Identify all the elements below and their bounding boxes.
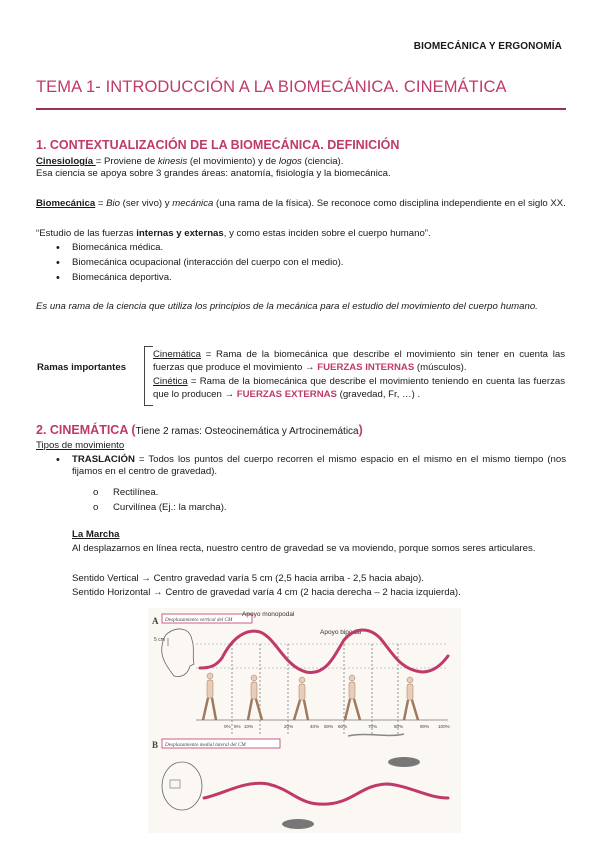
vertical-cm-curve	[200, 630, 448, 673]
footprint-right	[388, 757, 420, 767]
list-item: • Biomecánica ocupacional (interacción del cuerpo con el medio).	[36, 256, 343, 271]
biomecanica-types-list	[36, 241, 343, 285]
marcha-heading: La Marcha	[72, 529, 120, 540]
tick-label: 80%	[394, 724, 404, 729]
marcha-text: Al desplazarnos en línea recta, nuestro centro de gravedad se va moviendo, porque somos seres articulares.	[72, 543, 536, 554]
cinematica-text: = Rama de la biomecánica que describe el movimiento sin tener en cuenta las fuerzas que produce el movimiento	[153, 349, 565, 374]
tick-label: 0%	[224, 724, 231, 729]
gait-figure	[148, 608, 461, 833]
quote-post: , y como estas inciden sobre el cuerpo humano”.	[223, 228, 431, 239]
cinesiologia-post: (ciencia).	[301, 156, 344, 167]
ramas-label: Ramas importantes	[37, 362, 127, 373]
arrow-icon: →	[304, 362, 315, 374]
quote-pre: “Estudio de las fuerzas	[36, 228, 137, 239]
head-profile-icon	[162, 629, 194, 677]
apoyo-mono-label: Apoyo monopodal	[242, 611, 295, 618]
list-item: • Biomecánica médica.	[36, 241, 343, 256]
cinetica-term: Cinética	[153, 375, 188, 387]
tipos-movimiento: Tipos de movimiento	[36, 440, 125, 451]
cinematica-post: (músculos).	[414, 362, 467, 374]
cinesiologia-pre: = Proviene de	[95, 156, 158, 167]
walking-figures	[203, 673, 418, 720]
arrow-icon: →	[224, 389, 235, 401]
figure-label-a: A	[152, 616, 159, 626]
cinematica-term: Cinemática	[153, 349, 201, 360]
sub-item-text: Rectilínea.	[113, 487, 159, 498]
sub-bullet: o	[93, 487, 99, 498]
biomecanica-mid: (ser vivo) y	[120, 198, 173, 209]
biomecanica-pre: =	[95, 198, 107, 209]
sub-item-text: Curvilínea (Ej.: la marcha).	[113, 502, 227, 513]
list-item	[36, 454, 566, 479]
fuerzas-internas: FUERZAS INTERNAS	[317, 362, 415, 374]
mecanica-word: mecánica	[172, 198, 214, 209]
box-b-text: Desplazamiento medial lateral del CM	[165, 742, 246, 748]
scale-label: 5 cm	[154, 637, 165, 643]
tick-label: 50%	[324, 724, 334, 729]
section-1-heading: 1. CONTEXTUALIZACIÓN DE LA BIOMECÁNICA. DEFINICIÓN	[36, 138, 400, 152]
kinesis-word: kinesis	[157, 156, 188, 167]
tick-label: 10%	[244, 724, 254, 729]
section-2-subtitle: Tiene 2 ramas: Osteocinemática y Artrocinemática	[135, 426, 359, 437]
traslacion-sub-list	[93, 485, 227, 515]
definition-paragraph: Es una rama de la ciencia que utiliza los principios de la mecánica para el estudio del movimiento del cuerpo humano.	[36, 301, 538, 312]
page-header-course: BIOMECÁNICA Y ERGONOMÍA	[413, 41, 562, 52]
traslacion-list	[36, 454, 566, 479]
areas-line: Esa ciencia se apoya sobre 3 grandes áreas: anatomía, fisiología y la biomecánica.	[36, 168, 391, 179]
tick-label: 60%	[338, 724, 348, 729]
footprint-left	[282, 819, 314, 829]
list-item: • Biomecánica deportiva.	[36, 271, 343, 286]
figure-label-b: B	[152, 740, 159, 750]
fuerzas-externas: FUERZAS EXTERNAS	[236, 389, 337, 401]
tick-label: 70%	[368, 724, 378, 729]
bio-word: Bio	[106, 198, 121, 209]
section-2-title: 2. CINEMÁTICA (	[36, 423, 136, 437]
cinetica-post: (gravedad, Fr, …) .	[336, 389, 421, 401]
traslacion-term: TRASLACIÓN	[72, 454, 135, 465]
biomecanica-line	[36, 198, 566, 210]
head-front-icon	[162, 762, 202, 810]
section-2-close: )	[358, 423, 363, 437]
lateral-cm-curve	[204, 783, 448, 804]
section-2-heading	[36, 423, 363, 437]
ramas-brace	[144, 346, 153, 406]
traslacion-text: = Todos los puntos del cuerpo recorren el mismo espacio en el mismo en el mismo tiempo (nos fijamos en el centro de gravedad).	[72, 454, 566, 478]
box-a-text: Desplazamiento vertical del CM	[165, 617, 233, 623]
cinetica-text: = Rama de la biomecánica que describe el movimiento teniendo en cuenta las fuerzas que lo producen	[153, 375, 565, 401]
logos-word: logos	[278, 156, 302, 167]
list-item	[93, 500, 227, 515]
fuerzas-quote	[36, 228, 566, 240]
title-divider	[36, 108, 566, 110]
cinesiologia-mid: (el movimiento) y de	[187, 156, 279, 167]
ramas-definitions	[153, 348, 565, 402]
apoyo-bi-label: Apoyo bipodal	[320, 629, 362, 636]
list-item	[93, 485, 227, 500]
tick-label: 40%	[310, 724, 320, 729]
footprint-top	[348, 734, 404, 736]
page-title: TEMA 1- INTRODUCCIÓN A LA BIOMECÁNICA. CINEMÁTICA	[36, 78, 507, 96]
biomecanica-post: (una rama de la física). Se reconoce como disciplina independiente en el siglo XX.	[213, 198, 566, 209]
sub-bullet: o	[93, 502, 99, 513]
tick-label: 20%	[284, 724, 294, 729]
tick-label: 5%	[234, 724, 241, 729]
tick-label: 100%	[438, 724, 450, 729]
biomecanica-term: Biomecánica	[36, 198, 96, 209]
tick-label: 90%	[420, 724, 430, 729]
quote-bold: internas y externas	[136, 228, 224, 239]
marcha-horizontal: Sentido Horizontal → Centro de gravedad varía 4 cm (2 hacia derecha – 2 hacia izquierda).	[72, 587, 461, 598]
cinesiologia-line	[36, 156, 566, 168]
cinesiologia-term: Cinesiología	[36, 156, 96, 167]
head-front-detail	[170, 780, 180, 788]
percent-ticks	[224, 724, 450, 729]
marcha-vertical: Sentido Vertical → Centro gravedad varía 5 cm (2,5 hacia arriba - 2,5 hacia abajo).	[72, 573, 424, 584]
